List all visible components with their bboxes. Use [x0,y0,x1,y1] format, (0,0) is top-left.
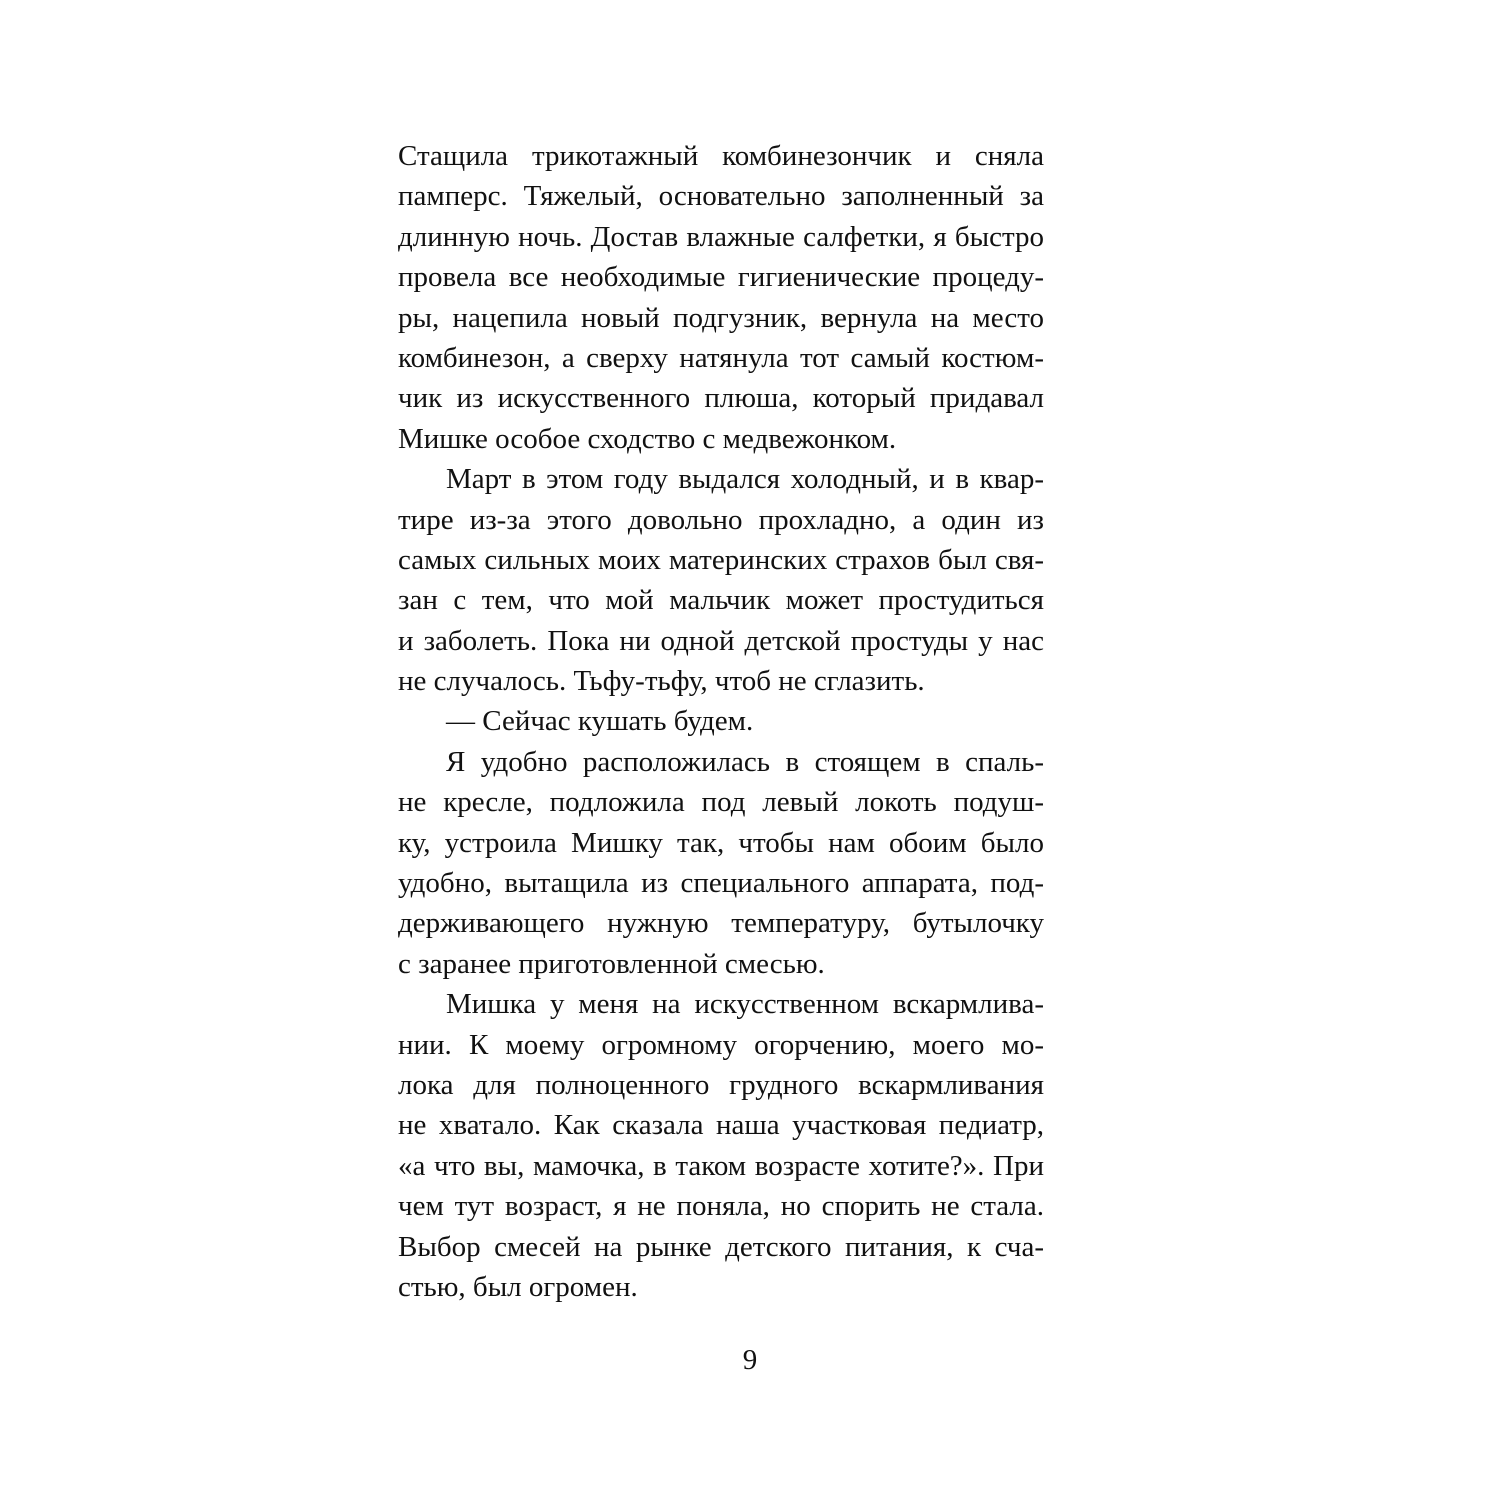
text-line: удобно, вытащила из специального аппарата, под- [398,867,1044,900]
text-line: лока для полноценного грудного вскармливания [398,1068,1044,1101]
text-line: Стащила трикотажный комбинезончик и сняла [398,140,1044,172]
text-line: памперс. Тяжелый, основательно заполненный за [398,180,1044,213]
text-line: ры, нацепила новый подгузник, вернула на место [398,301,1044,334]
text-line: Мишка у меня на искусственном вскармлива- [446,988,1044,1021]
text-line: комбинезон, а сверху натянула тот самый костюм- [398,341,1044,374]
text-line: самых сильных моих материнских страхов был свя- [398,543,1044,576]
text-line: Март в этом году выдался холодный, и в квар- [446,463,1044,496]
text-line: держивающего нужную температуру, бутылочку [398,907,1044,940]
text-line: не хватало. Как сказала наша участковая педиатр, [398,1109,1044,1142]
text-line: ку, устроила Мишку так, чтобы нам обоим было [398,826,1044,859]
text-line: тире из-за этого довольно прохладно, а один из [398,503,1044,536]
text-line: Выбор смесей на рынке детского питания, к сча- [398,1230,1044,1263]
text-line: Я удобно расположилась в стоящем в спаль- [446,745,1044,778]
text-line: «а что вы, мамочка, в таком возрасте хотите?». При [398,1149,1044,1182]
text-line: не случалось. Тьфу-тьфу, чтоб не сглазить. [398,665,925,698]
text-line: нии. К моему огромному огорчению, моего мо- [398,1028,1044,1061]
body-text [398,136,1044,1307]
text-line: не кресле, подложила под левый локоть подуш- [398,786,1044,819]
text-line: зан с тем, что мой мальчик может простудиться [398,584,1044,617]
text-line: чем тут возраст, я не поняла, но спорить не стала. [398,1190,1044,1223]
text-line: и заболеть. Пока ни одной детской простуды у нас [398,624,1044,657]
text-line: чик из искусственного плюша, который придавал [398,382,1044,415]
text-line: — Сейчас кушать будем. [446,705,754,738]
text-line: длинную ночь. Достав влажные салфетки, я быстро [398,220,1044,253]
text-line: Мишке особое сходство с медвежонком. [398,422,897,455]
page-number: 9 [742,1344,758,1376]
text-line: стью, был огромен. [398,1270,638,1303]
text-line: провела все необходимые гигиенические процеду- [398,261,1044,294]
text-line: с заранее приготовленной смесью. [398,947,825,980]
